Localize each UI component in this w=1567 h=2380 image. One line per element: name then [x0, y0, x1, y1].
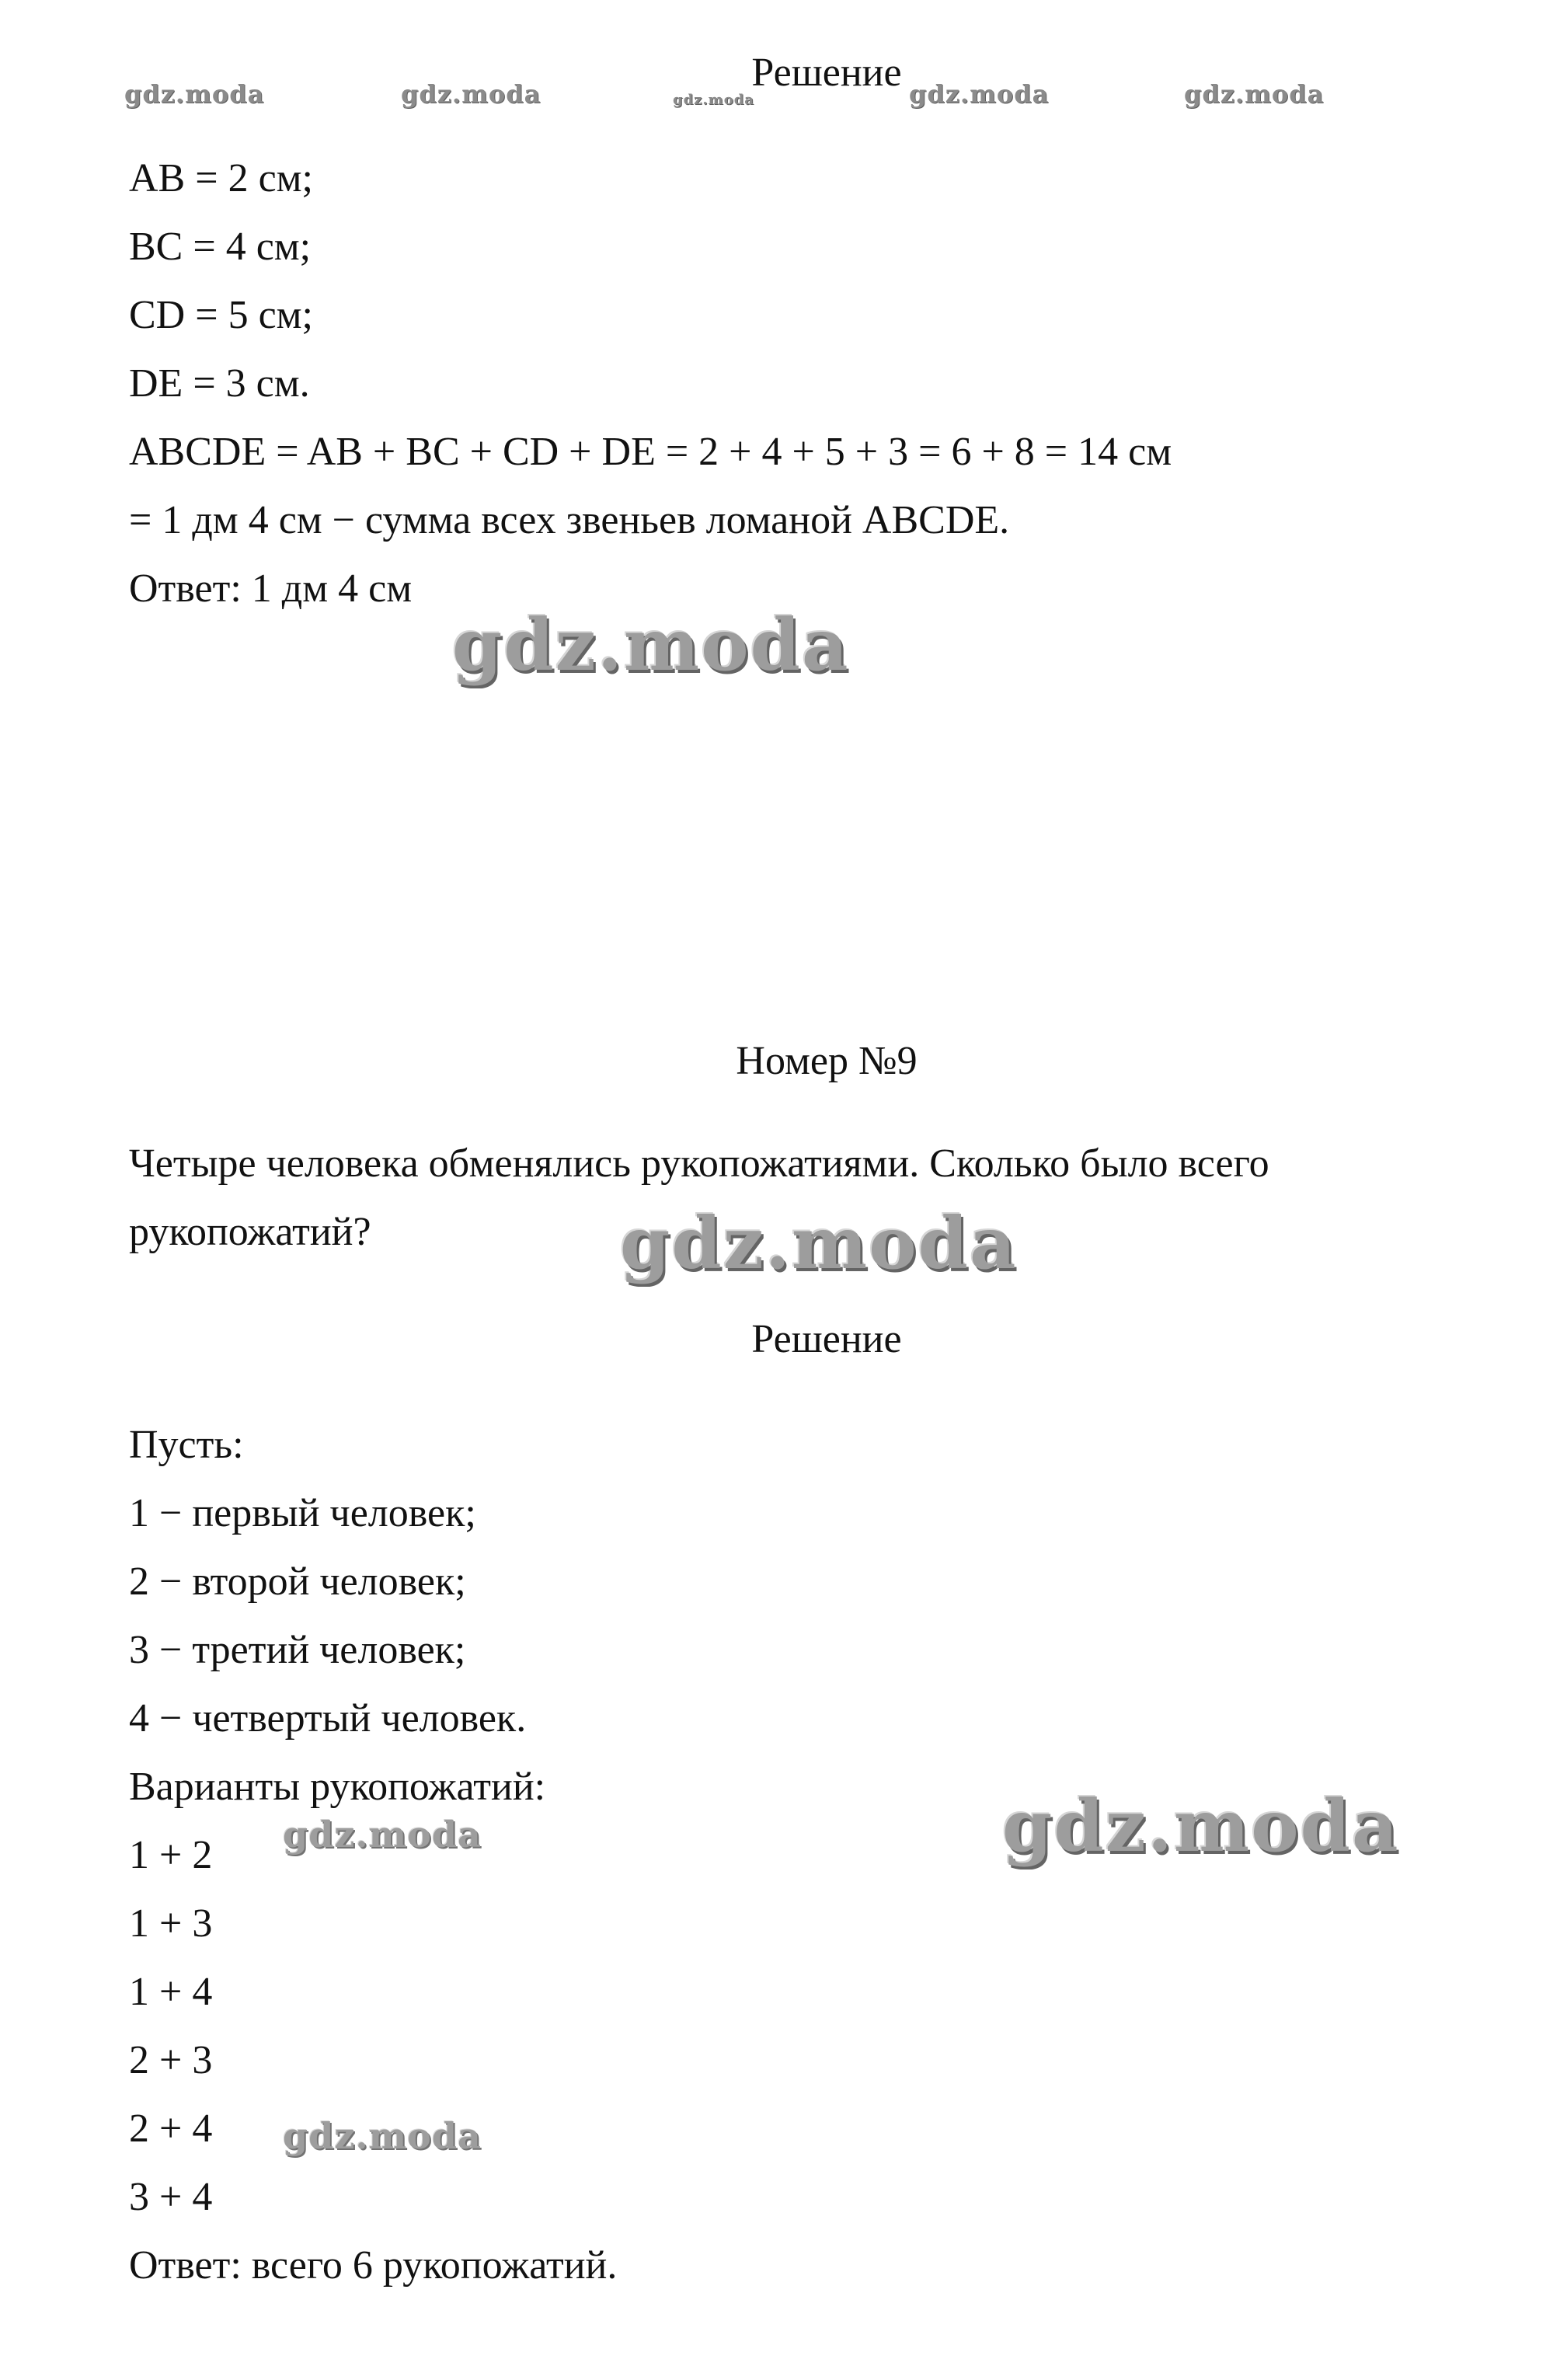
- watermark-logo: gdz.moda: [909, 79, 1050, 109]
- handshake-pair: 2 + 4: [129, 2106, 213, 2151]
- handshake-pair: 3 + 4: [129, 2175, 213, 2219]
- watermark-logo: gdz.moda: [673, 92, 754, 108]
- solution-line: Пусть:: [129, 1423, 244, 1467]
- watermark-logo: gdz.moda: [283, 2115, 482, 2157]
- watermark-logo: gdz.moda: [620, 1201, 1018, 1285]
- solution-line: 4 − четвертый человек.: [129, 1696, 527, 1741]
- watermark-logo: gdz.moda: [283, 1814, 482, 1856]
- solution-line: AB = 2 см;: [129, 156, 313, 200]
- handshake-pair: 2 + 3: [129, 2038, 213, 2082]
- handshake-pair: 1 + 2: [129, 1833, 213, 1877]
- solution-line: 3 − третий человек;: [129, 1628, 466, 1672]
- handshake-pair: 1 + 3: [129, 1901, 213, 1946]
- solution-heading-2: Решение: [751, 1317, 902, 1361]
- solution-line: ABCDE = AB + BC + CD + DE = 2 + 4 + 5 + 3 = 6 + 8 = 14 см: [129, 430, 1172, 474]
- handshake-pair: 1 + 4: [129, 1970, 213, 2014]
- solution-line: Варианты рукопожатий:: [129, 1765, 546, 1809]
- solution-line: DE = 3 см.: [129, 361, 310, 406]
- watermark-logo: gdz.moda: [452, 603, 850, 687]
- solution-line: = 1 дм 4 см − сумма всех звеньев ломаной ABCDE.: [129, 498, 1010, 542]
- watermark-logo: gdz.moda: [1002, 1784, 1400, 1868]
- watermark-logo: gdz.moda: [1184, 79, 1325, 109]
- answer-line: Ответ: всего 6 рукопожатий.: [129, 2243, 618, 2288]
- solution-line: CD = 5 см;: [129, 293, 313, 337]
- solution-line: BC = 4 см;: [129, 225, 312, 269]
- problem-number-heading: Номер №9: [736, 1039, 918, 1083]
- watermark-logo: gdz.moda: [124, 79, 265, 109]
- problem-text-line: Четыре человека обменялись рукопожатиями. Сколько было всего: [129, 1141, 1269, 1186]
- watermark-logo: gdz.moda: [401, 79, 541, 109]
- solution-line: 1 − первый человек;: [129, 1491, 476, 1535]
- solution-heading-1: Решение: [751, 51, 902, 95]
- answer-line: Ответ: 1 дм 4 см: [129, 566, 413, 611]
- problem-text-line: рукопожатий?: [129, 1210, 371, 1254]
- solution-line: 2 − второй человек;: [129, 1559, 466, 1604]
